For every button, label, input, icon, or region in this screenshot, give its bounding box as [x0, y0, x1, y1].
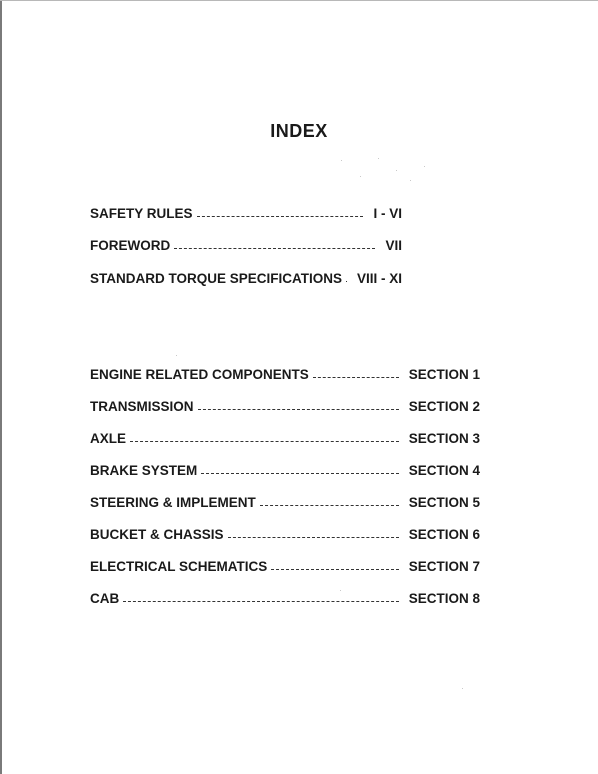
dot-leader	[260, 505, 399, 506]
entry-label: CAB	[90, 591, 120, 606]
scan-speckle	[396, 170, 397, 171]
dot-leader	[130, 441, 399, 442]
scan-speckle	[378, 158, 379, 159]
scan-speckle	[360, 176, 361, 177]
page-top-border	[0, 0, 598, 1]
dot-leader	[174, 248, 375, 249]
scan-speckle	[410, 180, 411, 181]
index-entry	[90, 431, 480, 449]
dot-leader	[228, 537, 399, 538]
index-entry	[90, 271, 402, 289]
entry-label: STANDARD TORQUE SPECIFICATIONS	[90, 271, 343, 286]
entry-label: TRANSMISSION	[90, 399, 194, 414]
entry-page-ref: I - VI	[373, 206, 402, 221]
index-entry	[90, 367, 480, 385]
entry-label: SAFETY RULES	[90, 206, 193, 221]
entry-section-ref: SECTION 3	[408, 431, 480, 446]
scan-speckle	[462, 688, 463, 689]
entry-label: ENGINE RELATED COMPONENTS	[90, 367, 309, 382]
dot-leader	[201, 473, 398, 474]
entry-section-ref: SECTION 4	[408, 463, 480, 478]
entry-label: BUCKET & CHASSIS	[90, 527, 224, 542]
entry-page-ref: VII	[385, 238, 402, 253]
dot-leader	[271, 569, 398, 570]
scan-speckle	[176, 355, 177, 356]
dot-leader	[123, 601, 398, 602]
index-entry	[90, 238, 402, 256]
index-entry	[90, 495, 480, 513]
entry-section-ref: SECTION 5	[408, 495, 480, 510]
index-entry	[90, 463, 480, 481]
dot-leader	[346, 281, 347, 282]
index-entry	[90, 591, 480, 609]
page-left-border	[0, 0, 2, 774]
dot-leader	[313, 377, 399, 378]
dot-leader	[197, 216, 364, 217]
index-entry	[90, 206, 402, 224]
index-entry	[90, 559, 480, 577]
entry-page-ref: VIII - XI	[356, 271, 402, 286]
entry-label: BRAKE SYSTEM	[90, 463, 198, 478]
entry-section-ref: SECTION 8	[408, 591, 480, 606]
entry-label: FOREWORD	[90, 238, 171, 253]
entry-section-ref: SECTION 6	[408, 527, 480, 542]
entry-section-ref: SECTION 7	[408, 559, 480, 574]
index-entry	[90, 399, 480, 417]
index-title: INDEX	[270, 121, 328, 141]
index-entry	[90, 527, 480, 545]
entry-label: STEERING & IMPLEMENT	[90, 495, 256, 510]
scan-speckle	[340, 590, 341, 591]
scan-speckle	[424, 166, 425, 167]
entry-label: ELECTRICAL SCHEMATICS	[90, 559, 268, 574]
entry-section-ref: SECTION 2	[408, 399, 480, 414]
dot-leader	[198, 409, 399, 410]
entry-label: AXLE	[90, 431, 127, 446]
entry-section-ref: SECTION 1	[408, 367, 480, 382]
scan-speckle	[341, 160, 342, 161]
